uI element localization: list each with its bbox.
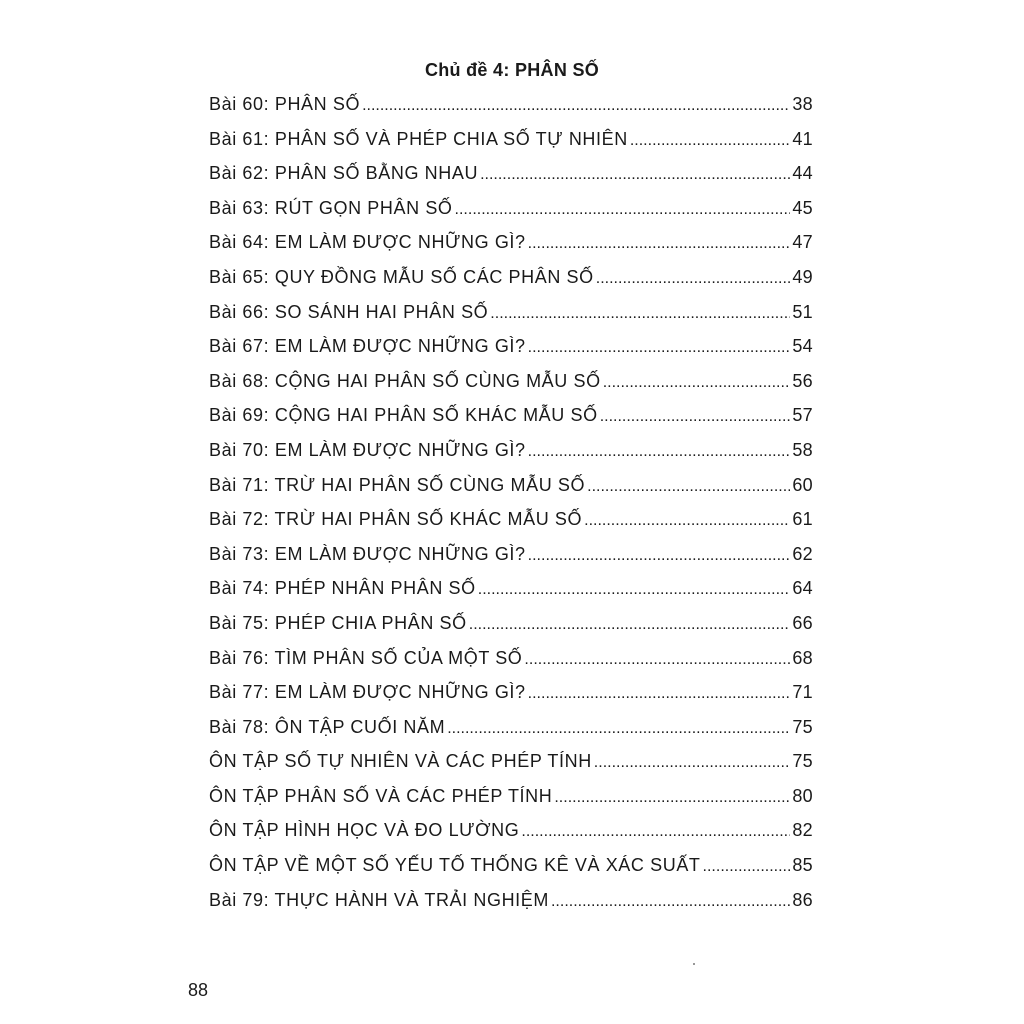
toc-entry-title: ÔN TẬP HÌNH HỌC VÀ ĐO LƯỜNG (209, 820, 520, 841)
toc-entry-title: Bài 65: QUY ĐỒNG MẪU SỐ CÁC PHÂN SỐ (209, 266, 594, 287)
toc-entry (209, 648, 813, 683)
toc-entry-page: 71 (792, 682, 813, 703)
toc-entry (209, 336, 813, 371)
toc-entry-page: 62 (792, 543, 813, 564)
toc-entry (209, 94, 813, 129)
toc-entry (209, 129, 813, 164)
toc-entry (209, 578, 813, 613)
toc-entry-page: 41 (792, 128, 813, 149)
dot-leader (596, 270, 791, 288)
toc-entry (209, 198, 813, 233)
toc-entry-page: 38 (792, 94, 813, 114)
toc-entry-page: 51 (792, 301, 813, 322)
toc-entry-page: 61 (792, 509, 813, 530)
dot-leader (362, 97, 790, 115)
toc-entry-page: 60 (792, 474, 813, 495)
toc-entry-page: 58 (792, 439, 813, 460)
toc-entry (209, 163, 813, 198)
page-number: 88 (188, 980, 209, 1000)
toc-entry-title: Bài 72: TRỪ HAI PHÂN SỐ KHÁC MẪU SỐ (209, 509, 583, 530)
toc-entry-page: 85 (792, 855, 813, 876)
toc-entry-title: ÔN TẬP SỐ TỰ NHIÊN VÀ CÁC PHÉP TÍNH (209, 751, 592, 772)
toc-entry-page: 47 (792, 232, 813, 253)
dot-leader (490, 305, 790, 323)
toc-entry-title: Bài 66: SO SÁNH HAI PHÂN SỐ (209, 301, 489, 322)
toc-entry (209, 267, 813, 302)
toc-entry (209, 682, 813, 717)
toc-entry-title: Bài 78: ÔN TẬP CUỐI NĂM (209, 716, 446, 737)
toc-entry (209, 371, 813, 406)
toc-entry (209, 613, 813, 648)
dot-leader (528, 547, 791, 565)
toc-entry-page: 68 (792, 647, 813, 668)
dot-leader (447, 720, 790, 738)
toc-entry-title: Bài 60: PHÂN SỐ (209, 94, 361, 114)
toc-entry-page: 49 (792, 266, 813, 287)
dot-leader (554, 789, 790, 807)
toc-entry (209, 544, 813, 579)
toc-entry-page: 86 (792, 889, 813, 910)
dot-leader (600, 408, 791, 426)
toc-entry-title: Bài 76: TÌM PHÂN SỐ CỦA MỘT SỐ (209, 647, 523, 668)
toc-entry-title: Bài 64: EM LÀM ĐƯỢC NHỮNG GÌ? (209, 232, 526, 253)
toc-entry-page: 75 (792, 751, 813, 772)
toc-entry-page: 56 (792, 370, 813, 391)
dot-leader (630, 132, 791, 150)
dot-leader (528, 443, 791, 461)
dot-leader (480, 166, 790, 184)
toc-entry (209, 820, 813, 855)
toc-entry-title: Bài 68: CỘNG HAI PHÂN SỐ CÙNG MẪU SỐ (209, 370, 601, 391)
toc-entry-title: Bài 69: CỘNG HAI PHÂN SỐ KHÁC MẪU SỐ (209, 405, 598, 426)
toc-entry-page: 82 (792, 820, 813, 841)
toc-entry-title: Bài 70: EM LÀM ĐƯỢC NHỮNG GÌ? (209, 439, 526, 460)
toc-entry-title: Bài 63: RÚT GỌN PHÂN SỐ (209, 197, 453, 218)
toc-entry (209, 751, 813, 786)
toc-entry (209, 302, 813, 337)
toc-entry (209, 717, 813, 752)
toc-entry-page: 44 (792, 163, 813, 184)
toc-entry (209, 509, 813, 544)
table-of-contents (209, 94, 813, 924)
toc-entry-title: Bài 73: EM LÀM ĐƯỢC NHỮNG GÌ? (209, 543, 526, 564)
toc-entry (209, 232, 813, 267)
chapter-title: Chủ đề 4: PHÂN SỐ (424, 60, 600, 80)
toc-entry-title: Bài 79: THỰC HÀNH VÀ TRẢI NGHIỆM (209, 889, 549, 910)
dot-leader (603, 374, 791, 392)
toc-entry-title: Bài 67: EM LÀM ĐƯỢC NHỮNG GÌ? (209, 336, 526, 357)
toc-entry-page: 64 (792, 578, 813, 599)
toc-entry (209, 786, 813, 821)
toc-entry (209, 890, 813, 925)
dot-leader (455, 201, 791, 219)
dot-leader (594, 754, 791, 772)
dot-leader (521, 823, 790, 841)
toc-entry-title: Bài 71: TRỪ HAI PHÂN SỐ CÙNG MẪU SỐ (209, 474, 586, 495)
toc-entry-page: 75 (792, 716, 813, 737)
toc-entry-page: 66 (792, 612, 813, 633)
toc-entry (209, 440, 813, 475)
dot-leader (528, 685, 791, 703)
dot-leader (551, 893, 790, 911)
dot-leader (587, 478, 790, 496)
toc-entry-title: ÔN TẬP PHÂN SỐ VÀ CÁC PHÉP TÍNH (209, 785, 553, 806)
toc-entry-page: 45 (792, 197, 813, 218)
toc-entry-title: Bài 62: PHÂN SỐ BẰNG NHAU (209, 163, 479, 184)
toc-entry (209, 405, 813, 440)
dot-leader (528, 235, 791, 253)
scan-speck (693, 963, 695, 965)
toc-entry-page: 54 (792, 336, 813, 357)
toc-entry-title: Bài 77: EM LÀM ĐƯỢC NHỮNG GÌ? (209, 682, 526, 703)
toc-entry (209, 855, 813, 890)
dot-leader (524, 651, 790, 669)
toc-entry-title: Bài 74: PHÉP NHÂN PHÂN SỐ (209, 578, 476, 599)
dot-leader (469, 616, 791, 634)
toc-entry (209, 475, 813, 510)
toc-entry-title: ÔN TẬP VỀ MỘT SỐ YẾU TỐ THỐNG KÊ VÀ XÁC SUẤT (209, 855, 701, 876)
dot-leader (584, 512, 790, 530)
dot-leader (703, 858, 791, 876)
dot-leader (528, 339, 791, 357)
toc-entry-title: Bài 61: PHÂN SỐ VÀ PHÉP CHIA SỐ TỰ NHIÊN (209, 128, 628, 149)
toc-entry-page: 80 (792, 785, 813, 806)
toc-entry-page: 57 (792, 405, 813, 426)
dot-leader (478, 581, 791, 599)
toc-entry-title: Bài 75: PHÉP CHIA PHÂN SỐ (209, 612, 467, 633)
